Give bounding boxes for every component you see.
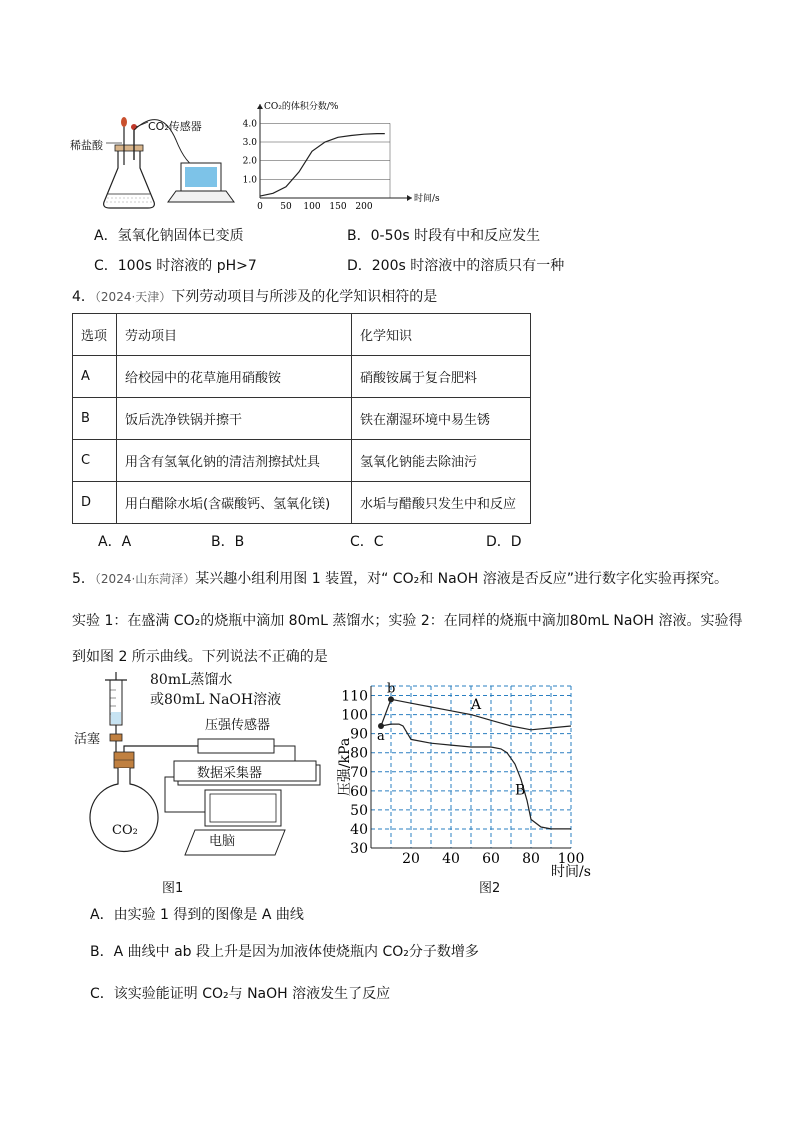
table-cell: C [73,440,117,482]
y-tick-label: 4.0 [242,119,257,130]
q4-option-b: B．B [211,534,245,550]
table-cell: 铁在潮湿环境中易生锈 [352,398,531,440]
y-tick-label: 30 [350,841,368,857]
x-tick-label: 100 [557,851,585,867]
y-axis-arrow [257,104,263,109]
y-tick-label: 100 [341,707,368,724]
q5-option-a: A．由实验 1 得到的图像是 A 曲线 [90,907,304,923]
table-cell: 给校园中的花草施用硝酸铵 [117,356,352,398]
acid-label: 稀盐酸 [70,139,103,152]
y-tick-label: 3.0 [242,138,257,148]
q3-option-a: A．氢氧化钠固体已变质 [94,228,244,244]
x-tick-label: 80 [522,851,540,867]
series-label-A: A [471,696,482,713]
q4-option-a: A．A [98,534,132,550]
y-axis-label: CO₂的体积分数/% [264,102,339,112]
flask-gas-label: CO₂ [112,823,138,838]
x-tick-label: 200 [355,202,373,212]
x-tick-label: 0 [257,202,263,212]
q5-option-c: C．该实验能证明 CO₂与 NaOH 溶液发生了反应 [90,986,391,1002]
q5-stem-line2: 实验 1：在盛满 CO₂的烧瓶中滴加 80mL 蒸馏水；实验 2：在同样的烧瓶中滴加80mL NaOH 溶液。实验得 [72,613,743,629]
table-row [73,440,531,482]
series-line-B [381,724,571,829]
point-label-a: a [377,729,385,745]
table-cell: 硝酸铵属于复合肥料 [352,356,531,398]
q5-source: （2024·山东菏泽） [94,572,196,586]
series-line [260,134,385,197]
header-option: 选项 [73,314,117,356]
computer-label: 电脑 [209,834,236,849]
table-cell: A [73,356,117,398]
y-tick-label: 80 [350,745,368,762]
x-tick-label: 60 [482,851,500,867]
q5-stem-line1 [72,570,728,588]
liquid-label-2: 或80mL NaOH溶液 [150,692,282,708]
table-row [73,482,531,524]
figure2-caption: 图2 [479,881,501,896]
y-tick-label: 90 [350,726,368,743]
table-cell: 用含有氢氧化钠的清洁剂擦拭灶具 [117,440,352,482]
q4-stem [72,288,437,306]
q5-number: 5． [72,571,95,587]
q5-option-b: B．A 曲线中 ab 段上升是因为加液体使烧瓶内 CO₂分子数增多 [90,944,479,960]
q3-option-b: B．0-50s 时段有中和反应发生 [347,228,541,244]
q4-number: 4． [72,289,95,305]
table-header-row [73,314,531,356]
figure1-caption: 图1 [162,881,184,896]
y-axis-label: 压强/kPa [337,737,353,797]
valve-label: 活塞 [74,732,101,747]
y-tick-label: 2.0 [242,156,257,167]
y-tick-label: 50 [350,802,368,819]
y-tick-label: 1.0 [242,175,257,186]
table-cell: 水垢与醋酸只发生中和反应 [352,482,531,524]
table-cell: B [73,398,117,440]
table-cell: D [73,482,117,524]
x-axis-label: 时间/s [414,194,440,204]
pressure-chart [335,678,605,878]
table-row [73,356,531,398]
x-tick-label: 150 [329,202,347,212]
co2-fraction-chart [238,100,440,215]
point-label-b: b [387,681,396,697]
header-knowledge: 化学知识 [352,314,531,356]
y-tick-label: 110 [341,688,368,705]
table-cell: 氢氧化钠能去除油污 [352,440,531,482]
q5-stem-text: 某兴趣小组利用图 1 装置，对“ CO₂和 NaOH 溶液是否反应”进行数字化实验再探究。 [195,571,728,587]
x-axis-label: 时间/s [551,864,591,880]
x-axis-arrow [407,195,412,201]
q3-option-d: D．200s 时溶液中的溶质只有一种 [347,258,565,274]
table-cell: 用白醋除水垢(含碳酸钙、氢氧化镁) [117,482,352,524]
point-b [388,696,394,702]
q5-stem-line3: 到如图 2 所示曲线。下列说法不正确的是 [72,649,328,665]
liquid-label-1: 80mL蒸馏水 [150,672,233,688]
q4-source: （2024·天津） [94,290,172,304]
y-tick-label: 70 [350,764,368,781]
sensor-label: CO₂传感器 [148,120,202,133]
q4-option-c: C．C [350,534,384,550]
q4-option-d: D．D [486,534,522,550]
data-collector-label: 数据采集器 [197,766,263,781]
q3-option-c: C．100s 时溶液的 pH>7 [94,258,257,274]
pressure-sensor-label: 压强传感器 [205,718,271,733]
q4-stem-text: 下列劳动项目与所涉及的化学知识相符的是 [171,289,438,305]
table-row [73,398,531,440]
header-labor: 劳动项目 [117,314,352,356]
y-tick-label: 60 [350,783,368,800]
x-tick-label: 100 [303,202,321,212]
q4-table [72,313,531,524]
x-tick-label: 50 [280,202,292,212]
x-tick-label: 40 [442,851,460,867]
table-cell: 饭后洗净铁锅并擦干 [117,398,352,440]
y-tick-label: 40 [350,821,368,838]
series-label-B: B [515,782,526,799]
x-tick-label: 20 [402,851,420,867]
